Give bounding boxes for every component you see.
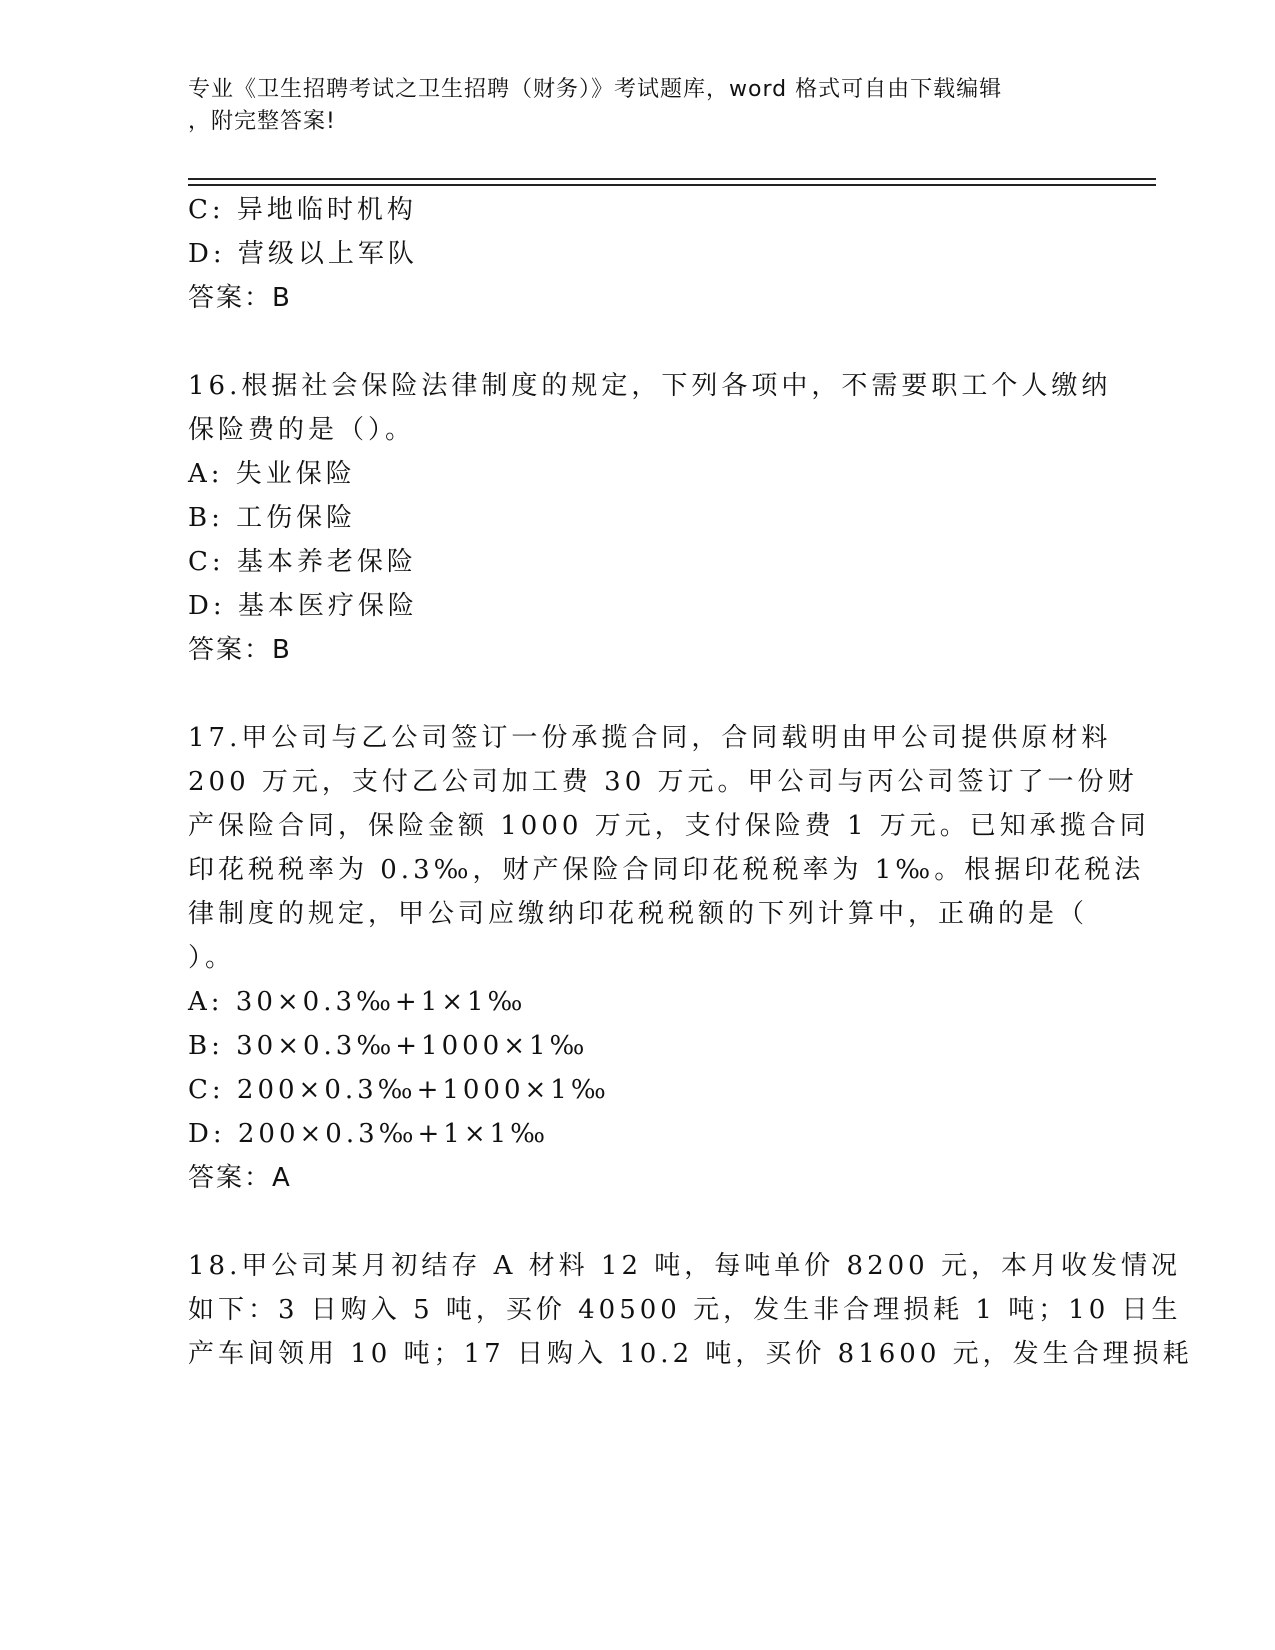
header-line-1: 专业《卫生招聘考试之卫生招聘（财务）》考试题库，word 格式可自由下载编辑 — [188, 77, 1003, 102]
q17-answer: 答案：A — [188, 1163, 292, 1193]
q16-option-d: D: 基本医疗保险 — [188, 591, 418, 621]
q17-option-c: C: 200×0.3‰+1000×1‰ — [188, 1075, 610, 1105]
q16-option-a: A: 失业保险 — [188, 459, 356, 489]
q15-option-d: D: 营级以上军队 — [188, 239, 418, 269]
q17-option-a: A: 30×0.3‰+1×1‰ — [188, 987, 527, 1017]
q16-answer: 答案：B — [188, 635, 292, 665]
header-divider-top — [188, 178, 1156, 180]
q17-option-b: B: 30×0.3‰+1000×1‰ — [188, 1031, 589, 1061]
q17-stem-line-5: 律制度的规定，甲公司应缴纳印花税税额的下列计算中，正确的是（ — [188, 899, 1089, 929]
q17-stem-line-6: ）。 — [188, 943, 236, 973]
header-line-2: ，附完整答案! — [188, 109, 336, 134]
q16-stem-line-1: 16.根据社会保险法律制度的规定，下列各项中，不需要职工个人缴纳 — [188, 371, 1112, 401]
q17-stem-line-1: 17.甲公司与乙公司签订一份承揽合同，合同载明由甲公司提供原材料 — [188, 723, 1112, 753]
q17-stem-line-2: 200 万元，支付乙公司加工费 30 万元。甲公司与丙公司签订了一份财 — [188, 767, 1138, 797]
q18-stem-line-2: 如下：3 日购入 5 吨，买价 40500 元，发生非合理损耗 1 吨；10 日生 — [188, 1295, 1182, 1325]
q17-stem-line-4: 印花税税率为 0.3‰，财产保险合同印花税税率为 1‰。根据印花税法 — [188, 855, 1145, 885]
q15-answer: 答案：B — [188, 283, 292, 313]
q18-stem-line-3: 产车间领用 10 吨；17 日购入 10.2 吨，买价 81600 元，发生合理损耗 — [188, 1339, 1193, 1369]
q16-option-b: B: 工伤保险 — [188, 503, 357, 533]
document-header — [188, 74, 1068, 138]
q15-option-c: C: 异地临时机构 — [188, 195, 417, 225]
q17-option-d: D: 200×0.3‰+1×1‰ — [188, 1119, 550, 1149]
q18-stem-line-1: 18.甲公司某月初结存 A 材料 12 吨，每吨单价 8200 元，本月收发情况 — [188, 1251, 1181, 1281]
q17-stem-line-3: 产保险合同，保险金额 1000 万元，支付保险费 1 万元。已知承揽合同 — [188, 811, 1150, 841]
q16-option-c: C: 基本养老保险 — [188, 547, 417, 577]
q16-stem-line-2: 保险费的是（）。 — [188, 415, 416, 445]
header-divider-bottom — [188, 184, 1156, 186]
